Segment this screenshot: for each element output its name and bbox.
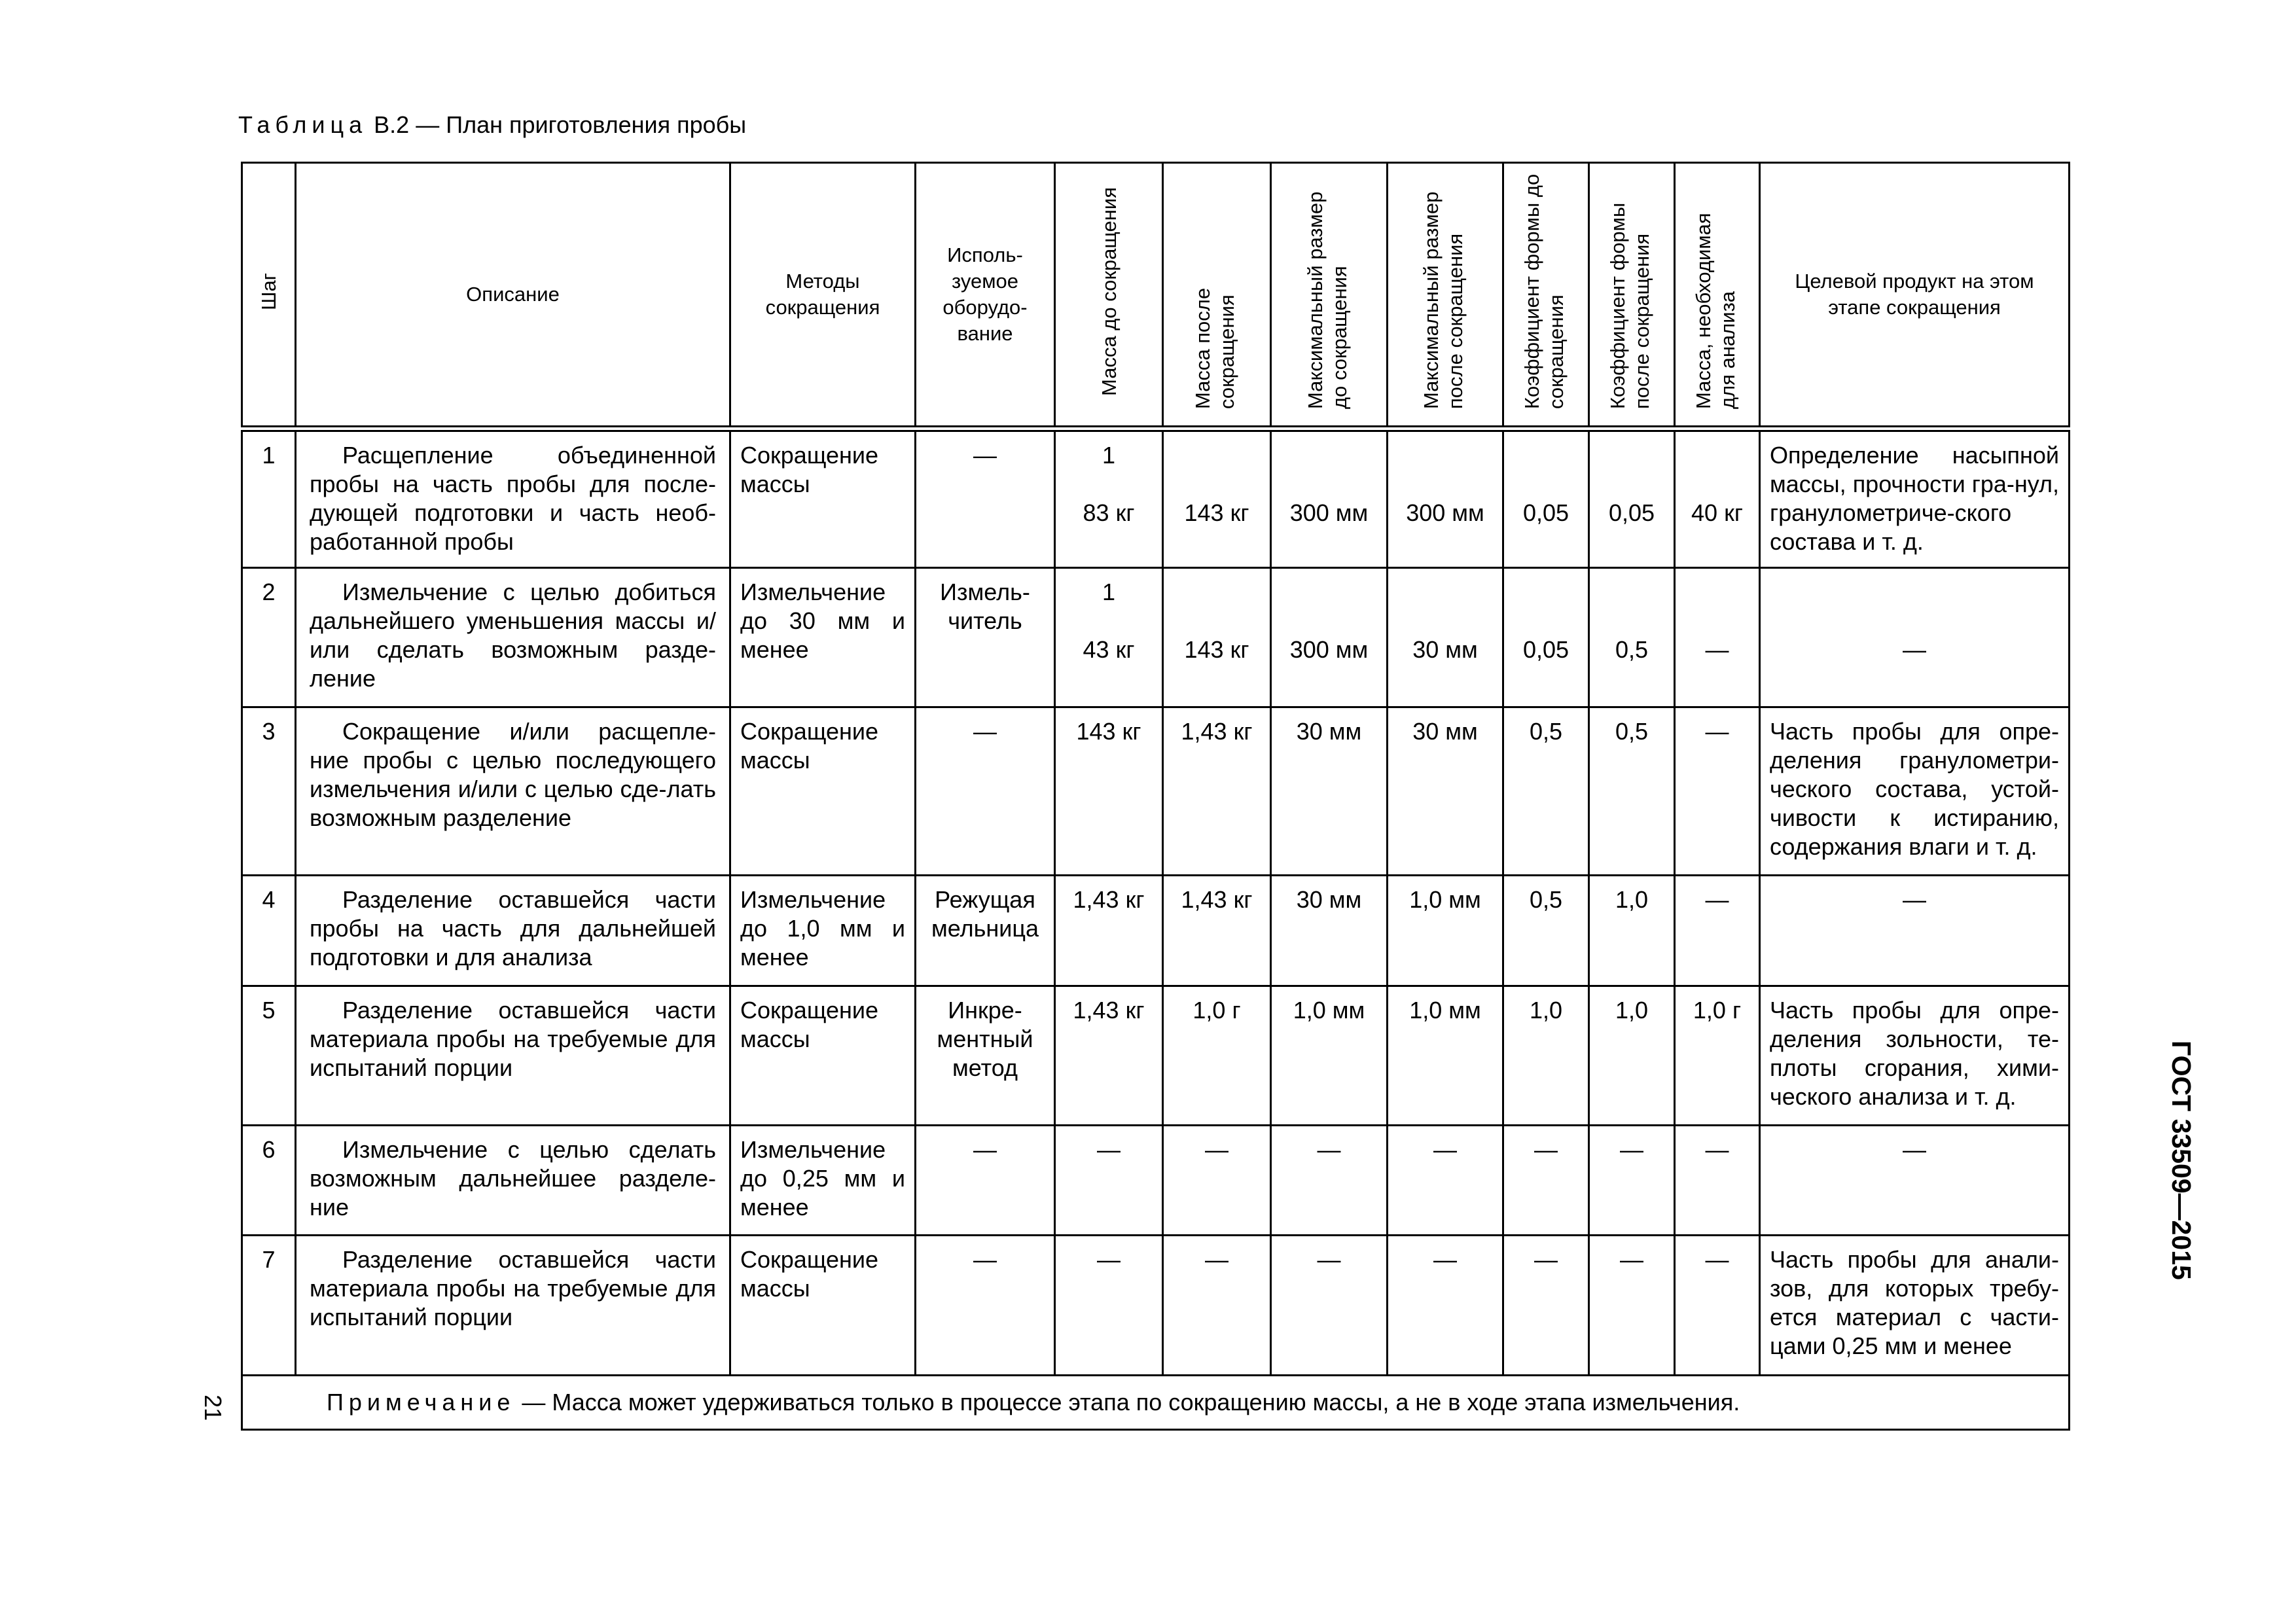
standard-designation: ГОСТ 33509—2015 — [2166, 1041, 2197, 1280]
cell-mass-needed: — — [1675, 875, 1760, 986]
cell-mass-after: 1,0 г — [1163, 986, 1271, 1125]
cell-description: Разделение оставшейся части пробы на часть для дальнейшей подготовки и для анализа — [296, 875, 730, 986]
note-text: — Масса может удерживаться только в процессе этапа по сокращению массы, а не в ходе этапа измельчения. — [522, 1388, 1740, 1416]
cell-shape-before: 0,5 — [1503, 875, 1589, 986]
cell-shape-before: 0,5 — [1503, 707, 1589, 875]
cell-max-before: 1,0 мм — [1271, 986, 1388, 1125]
cell-target-product: — — [1760, 1125, 2070, 1236]
cell-mass-needed: — — [1675, 1236, 1760, 1375]
cell-mass-needed: 40 кг — [1675, 429, 1760, 567]
cell-shape-before: 0,05 — [1503, 567, 1589, 707]
cell-step: 2 — [242, 567, 296, 707]
table-row — [242, 707, 2070, 875]
cell-target-product: — — [1760, 875, 2070, 986]
cell-shape-after: 0,5 — [1589, 567, 1675, 707]
cell-description: Разделение оставшейся части материала пробы на требуемые для испытаний порции — [296, 1236, 730, 1375]
cell-method: Измельчение до 0,25 мм и менее — [730, 1125, 916, 1236]
cell-target-product: — — [1760, 567, 2070, 707]
cell-shape-after: 1,0 — [1589, 875, 1675, 986]
cell-mass-before: 1,43 кг — [1055, 986, 1163, 1125]
cell-shape-before: — — [1503, 1236, 1589, 1375]
cell-mass-before: 1 43 кг — [1055, 567, 1163, 707]
cell-max-after: — — [1388, 1236, 1503, 1375]
cell-shape-after: 1,0 — [1589, 986, 1675, 1125]
header-shape-before: Коэффициент формы до сокращения — [1503, 163, 1589, 429]
cell-method: Сокращение массы — [730, 1236, 916, 1375]
header-target-product: Целевой продукт на этом этапе сокращения — [1760, 163, 2070, 429]
cell-method: Сокращение массы — [730, 429, 916, 567]
cell-description: Расщепление объединенной пробы на часть пробы для после-дующей подготовки и часть необ-работанной пробы — [296, 429, 730, 567]
cell-equipment: Режущая мельница — [916, 875, 1055, 986]
table-note — [242, 1375, 2070, 1430]
header-equipment: Исполь-зуемое оборудо-вание — [916, 163, 1055, 429]
cell-step: 4 — [242, 875, 296, 986]
cell-target-product: Часть пробы для анали-зов, для которых требу-ется материал с части-цами 0,25 мм и менее — [1760, 1236, 2070, 1375]
note-label: Примечание — [327, 1388, 516, 1416]
cell-max-before: 30 мм — [1271, 875, 1388, 986]
cell-shape-after: — — [1589, 1236, 1675, 1375]
header-mass-after: Масса после сокращения — [1163, 163, 1271, 429]
cell-max-before: 300 мм — [1271, 567, 1388, 707]
cell-max-before: — — [1271, 1236, 1388, 1375]
cell-mass-before: 1 83 кг — [1055, 429, 1163, 567]
cell-mass-before: — — [1055, 1125, 1163, 1236]
cell-description: Разделение оставшейся части материала пробы на требуемые для испытаний порции — [296, 986, 730, 1125]
cell-max-after: — — [1388, 1125, 1503, 1236]
cell-equipment: — — [916, 707, 1055, 875]
cell-mass-needed: — — [1675, 1125, 1760, 1236]
header-mass-needed: Масса, необходимая для анализа — [1675, 163, 1760, 429]
header-description: Описание — [296, 163, 730, 429]
cell-mass-after: 1,43 кг — [1163, 875, 1271, 986]
cell-method: Измельчение до 30 мм и менее — [730, 567, 916, 707]
cell-step: 7 — [242, 1236, 296, 1375]
cell-mass-needed: — — [1675, 707, 1760, 875]
cell-equipment: Измель-читель — [916, 567, 1055, 707]
header-methods: Методы сокращения — [730, 163, 916, 429]
cell-method: Сокращение массы — [730, 707, 916, 875]
header-mass-before: Масса до сокращения — [1055, 163, 1163, 429]
cell-mass-after: — — [1163, 1125, 1271, 1236]
table-row — [242, 429, 2070, 567]
table-row — [242, 1236, 2070, 1375]
table-row — [242, 986, 2070, 1125]
cell-max-before: — — [1271, 1125, 1388, 1236]
cell-mass-needed: 1,0 г — [1675, 986, 1760, 1125]
note-row — [242, 1375, 2070, 1430]
cell-description: Сокращение и/или расщепле- ние пробы с целью последующего измельчения и/или с целью сде-лать возможным разделение — [296, 707, 730, 875]
table-row — [242, 875, 2070, 986]
page-number: 21 — [200, 1395, 226, 1421]
caption-text: В.2 — План приготовления пробы — [374, 111, 747, 138]
cell-step: 6 — [242, 1125, 296, 1236]
cell-mass-before: — — [1055, 1236, 1163, 1375]
cell-mass-after: 143 кг — [1163, 429, 1271, 567]
cell-mass-before: 1,43 кг — [1055, 875, 1163, 986]
cell-mass-needed: — — [1675, 567, 1760, 707]
cell-shape-before: 1,0 — [1503, 986, 1589, 1125]
cell-max-before: 30 мм — [1271, 707, 1388, 875]
cell-max-after: 1,0 мм — [1388, 986, 1503, 1125]
cell-mass-after: 143 кг — [1163, 567, 1271, 707]
cell-shape-before: 0,05 — [1503, 429, 1589, 567]
cell-equipment: — — [916, 1125, 1055, 1236]
table-row — [242, 1125, 2070, 1236]
cell-equipment: — — [916, 1236, 1055, 1375]
cell-equipment: Инкре-ментный метод — [916, 986, 1055, 1125]
cell-shape-after: — — [1589, 1125, 1675, 1236]
cell-mass-before: 143 кг — [1055, 707, 1163, 875]
cell-target-product: Часть пробы для опре-деления зольности, те-плоты сгорания, хими-ческого анализа и т. д. — [1760, 986, 2070, 1125]
header-row — [242, 163, 2070, 429]
header-max-size-after: Максимальный размер после сокращения — [1388, 163, 1503, 429]
cell-step: 3 — [242, 707, 296, 875]
cell-mass-after: — — [1163, 1236, 1271, 1375]
cell-max-before: 300 мм — [1271, 429, 1388, 567]
cell-mass-after: 1,43 кг — [1163, 707, 1271, 875]
header-max-size-before: Максимальный размер до сокращения — [1271, 163, 1388, 429]
cell-max-after: 30 мм — [1388, 707, 1503, 875]
header-shape-after: Коэффициент формы после сокращения — [1589, 163, 1675, 429]
cell-step: 5 — [242, 986, 296, 1125]
sample-preparation-table — [241, 162, 2070, 1431]
cell-shape-after: 0,5 — [1589, 707, 1675, 875]
cell-max-after: 300 мм — [1388, 429, 1503, 567]
cell-target-product: Часть пробы для опре-деления гранулометри-ческого состава, устой-чивости к истиранию, содержания влаги и т. д. — [1760, 707, 2070, 875]
cell-description: Измельчение с целью сделать возможным дальнейшее разделе-ние — [296, 1125, 730, 1236]
caption-label: Таблица — [238, 111, 368, 138]
cell-method: Сокращение массы — [730, 986, 916, 1125]
cell-target-product: Определение насыпной массы, прочности гра-нул, гранулометриче-ского состава и т. д. — [1760, 429, 2070, 567]
cell-shape-after: 0,05 — [1589, 429, 1675, 567]
cell-max-after: 30 мм — [1388, 567, 1503, 707]
cell-step: 1 — [242, 429, 296, 567]
table-caption — [238, 110, 746, 140]
cell-equipment: — — [916, 429, 1055, 567]
cell-max-after: 1,0 мм — [1388, 875, 1503, 986]
cell-method: Измельчение до 1,0 мм и менее — [730, 875, 916, 986]
header-step: Шаг — [242, 163, 296, 429]
table-row — [242, 567, 2070, 707]
cell-description: Измельчение с целью добиться дальнейшего уменьшения массы и/или сделать возможным разде-ление — [296, 567, 730, 707]
cell-shape-before: — — [1503, 1125, 1589, 1236]
